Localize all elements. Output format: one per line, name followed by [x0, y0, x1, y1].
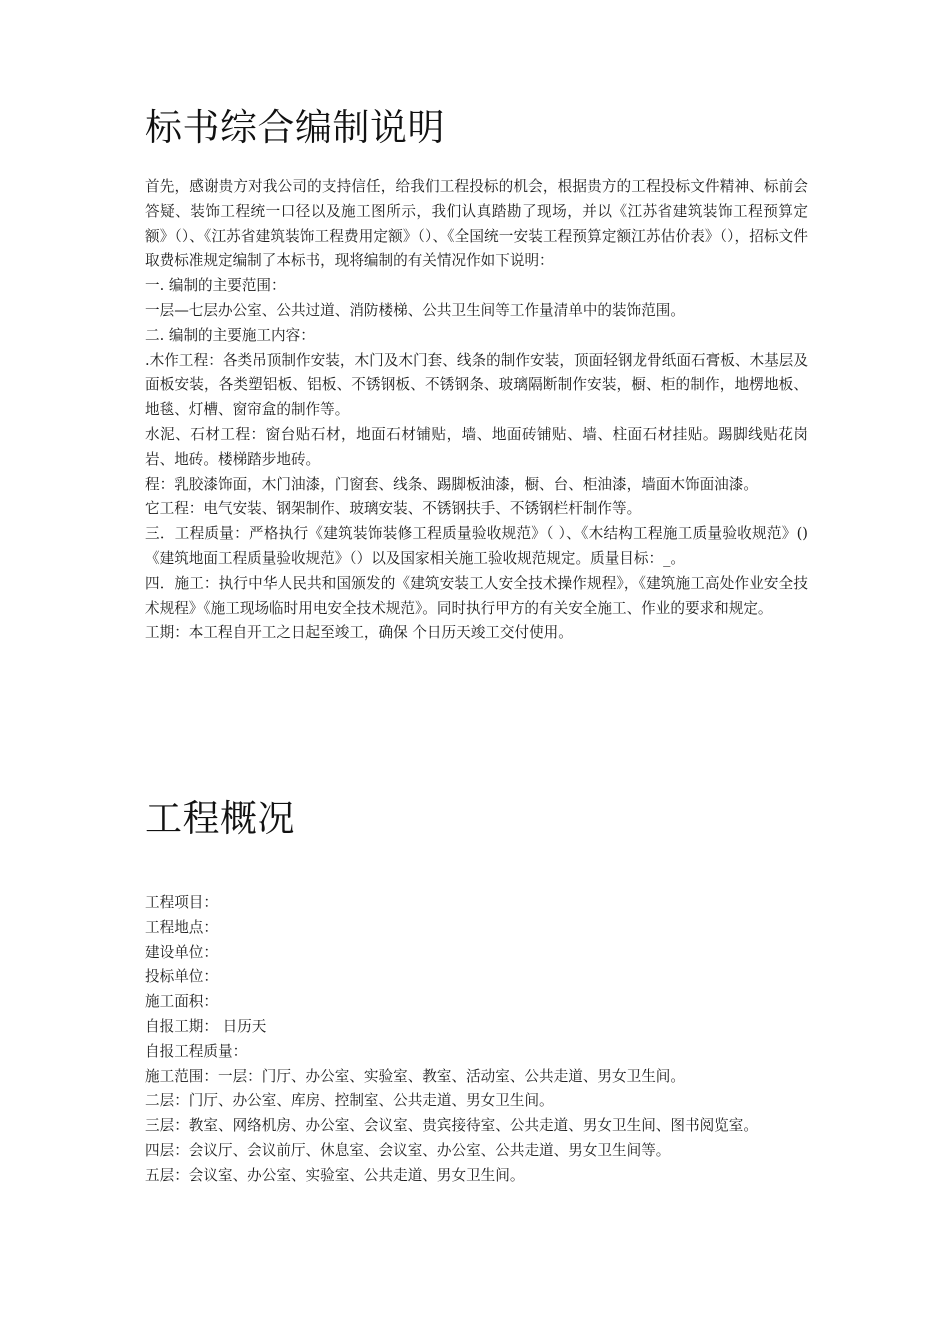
paragraph-scope: 一层—七层办公室、公共过道、消防楼梯、公共卫生间等工作量清单中的装饰范围。: [145, 301, 685, 319]
paragraph-safety: 四．施工：执行中华人民共和国颁发的《建筑安装工人安全技术操作规程》，《建筑施工高处作业安全技术规程》《施工现场临时用电安全技术规范》。同时执行甲方的有关安全施工、作业的要求和规定。: [145, 574, 808, 617]
overview-line-area: 施工面积：: [145, 993, 218, 1011]
section-title-project-overview: 工程概况: [145, 797, 295, 840]
overview-line-quality: 自报工程质量：: [145, 1042, 248, 1060]
project-overview-body: [145, 891, 808, 1189]
paragraph-other-works: 它工程：电气安装、钢架制作、玻璃安装、不锈钢扶手、不锈钢栏杆制作等。: [145, 500, 642, 518]
paragraph-woodwork: .木作工程：各类吊顶制作安装，木门及木门套、线条的制作安装，顶面轻钢龙骨纸面石膏板、木基层及面板安装，各类塑铝板、铝板、不锈钢板、不锈钢条、玻璃隔断制作安装，橱、柜的制作，地楞地板、地毯、灯槽、窗帘盒的制作等。: [145, 351, 808, 419]
overview-line-bidder: 投标单位：: [145, 968, 218, 986]
paragraph-content-heading: 二. 编制的主要施工内容：: [145, 326, 315, 344]
paragraph-quality: 三．工程质量：严格执行《建筑装饰装修工程质量验收规范》（ ）、《木结构工程施工质量验收规范》()《建筑地面工程质量验收规范》（）以及国家相关施工验收规范规定。质量目标：_。: [145, 525, 808, 567]
paragraph-stone-work: 水泥、石材工程：窗台贴石材，地面石材铺贴，墙、地面砖铺贴、墙、柱面石材挂贴。踢脚线贴花岗岩、地砖。楼梯踏步地砖。: [145, 425, 808, 468]
paragraph-scope-heading: 一. 编制的主要范围：: [145, 277, 286, 295]
bid-instructions-body: [145, 175, 808, 646]
paragraph-schedule: 工期：本工程自开工之日起至竣工，确保 个日历天竣工交付使用。: [145, 624, 573, 642]
overview-line-floor-5: 五层：会议室、办公室、实验室、公共走道、男女卫生间。: [145, 1166, 525, 1184]
overview-line-project: 工程项目：: [145, 894, 218, 911]
section-title-bid-instructions: 标书综合编制说明: [145, 106, 445, 149]
overview-line-floor-1: 施工范围：一层：门厅、办公室、实验室、教室、活动室、公共走道、男女卫生间。: [145, 1067, 685, 1085]
paragraph-painting: 程：乳胶漆饰面，木门油漆，门窗套、线条、踢脚板油漆，橱、台、柜油漆，墙面木饰面油漆。: [145, 475, 758, 493]
overview-line-client: 建设单位：: [145, 943, 218, 961]
paragraph-intro: 首先，感谢贵方对我公司的支持信任，给我们工程投标的机会，根据贵方的工程投标文件精神、标前会答疑、装饰工程统一口径以及施工图所示，我们认真踏勘了现场，并以《江苏省建筑装饰工程预算定额》（）、《江苏省建筑装饰工程费用定额》（）、《全国统一安装工程预算定额江苏估价表》（），招标文件取费标准规定编制了本标书，现将编制的有关情况作如下说明：: [145, 178, 808, 270]
overview-line-floor-4: 四层：会议厅、会议前厅、休息室、会议室、办公室、公共走道、男女卫生间等。: [145, 1141, 671, 1159]
overview-line-duration: 自报工期： 日历天: [145, 1017, 267, 1035]
overview-line-location: 工程地点：: [145, 918, 218, 936]
overview-line-floor-3: 三层：教室、网络机房、办公室、会议室、贵宾接待室、公共走道、男女卫生间、图书阅览室。: [145, 1117, 758, 1135]
overview-line-floor-2: 二层：门厅、办公室、库房、控制室、公共走道、男女卫生间。: [145, 1092, 554, 1110]
